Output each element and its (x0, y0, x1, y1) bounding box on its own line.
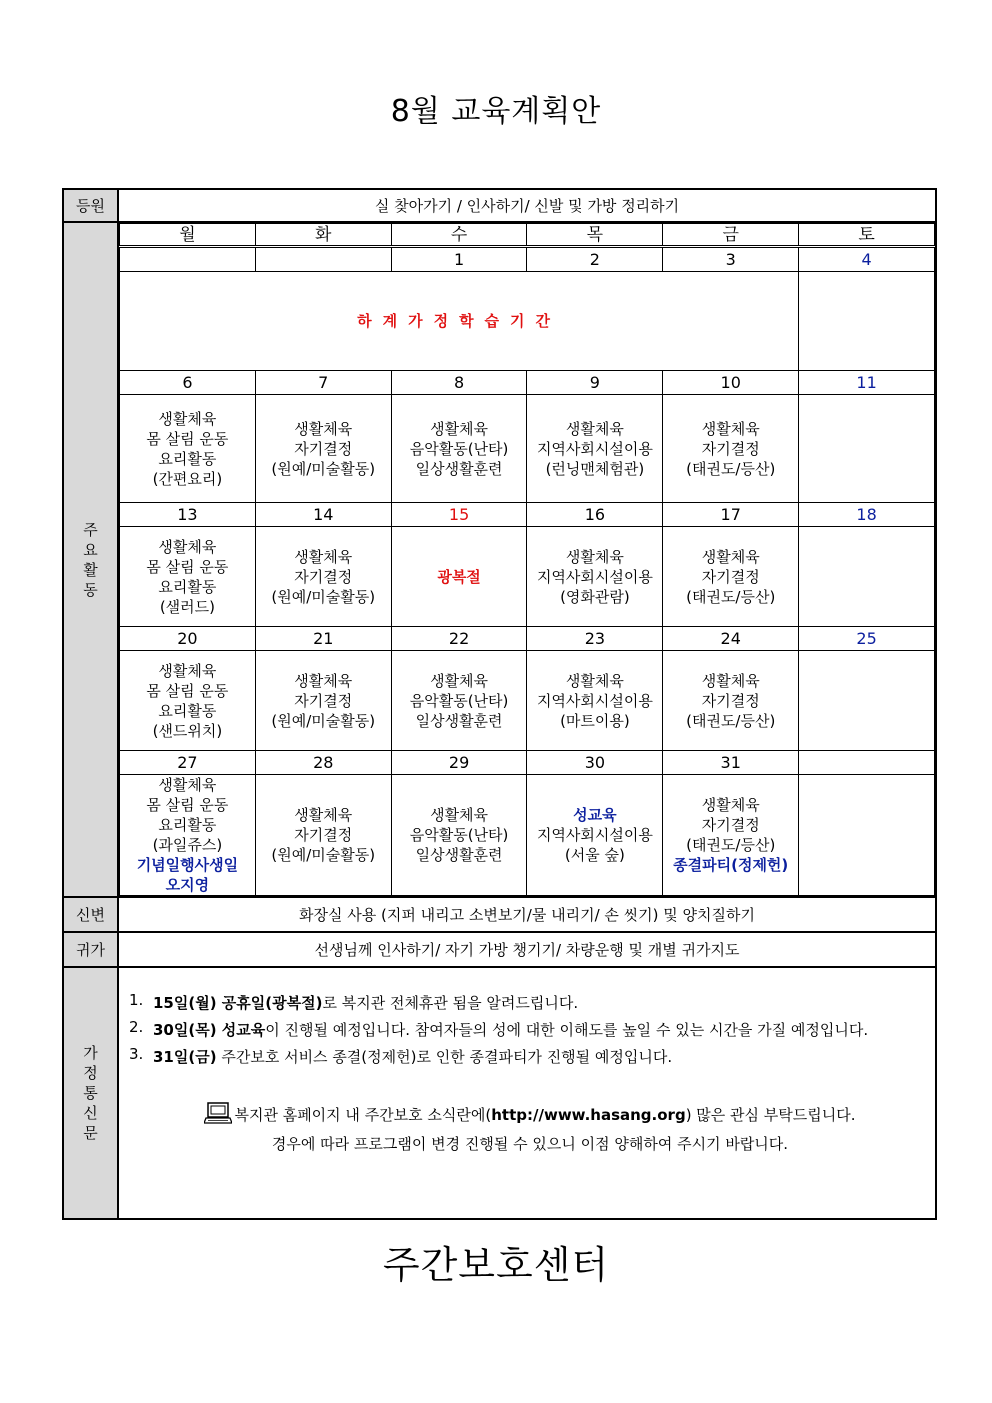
newsletter-item: 3. 31일(금) 주간보호 서비스 종결(정제헌)로 인한 종결파티가 진행될 예정입니다. (129, 1045, 673, 1066)
activity-cell: 생활체육 지역사회시설이용 (영화관람) (527, 527, 663, 627)
saturday-cell (799, 775, 935, 896)
summer-vacation-banner: 하계가정학습기간 (120, 272, 799, 371)
week3-activities (120, 527, 935, 627)
weekday-thu: 목 (527, 224, 663, 247)
home-label: 귀가 (63, 932, 118, 967)
date-cell: 24 (663, 627, 799, 651)
week2-activities (120, 395, 935, 503)
saturday-cell (799, 651, 935, 751)
week5-activities (120, 775, 935, 896)
education-plan-table (62, 188, 937, 1220)
activity-cell: 생활체육 자기결정 (원예/미술활동) (255, 527, 391, 627)
activity-cell: 생활체육 몸 살림 운동 요리활동 (간편요리) (120, 395, 256, 503)
closing-party-label: 종결파티(정제헌) (673, 856, 789, 874)
activity-cell: 생활체육 자기결정 (원예/미술활동) (255, 775, 391, 896)
center-name: 주간보호센터 (382, 1243, 610, 1287)
date-cell-saturday: 25 (799, 627, 935, 651)
week1-activities (120, 272, 935, 371)
calendar (119, 223, 935, 896)
activity-cell: 생활체육 자기결정 (태권도/등산) (663, 395, 799, 503)
date-cell-saturday: 11 (799, 371, 935, 395)
date-cell: 21 (255, 627, 391, 651)
saturday-cell (799, 395, 935, 503)
week1-dates (120, 247, 935, 272)
date-cell: 1 (391, 247, 527, 272)
date-cell: 2 (527, 247, 663, 272)
date-cell: 28 (255, 751, 391, 775)
date-cell-saturday: 18 (799, 503, 935, 527)
activity-cell: 생활체육 자기결정 (태권도/등산) (663, 651, 799, 751)
arrival-label: 등원 (63, 189, 118, 222)
week2-dates (120, 371, 935, 395)
date-cell: 14 (255, 503, 391, 527)
homepage-link[interactable]: http://www.hasang.org (491, 1106, 686, 1124)
change-notice: 경우에 따라 프로그램이 변경 진행될 수 있으니 이점 양해하여 주시기 바랍니다. (271, 1135, 789, 1153)
date-cell: 6 (120, 371, 256, 395)
date-cell: 16 (527, 503, 663, 527)
homepage-notice: 복지관 홈페이지 내 주간보호 소식란에(http://www.hasang.org) 많은 관심 부탁드립니다. 경우에 따라 프로그램이 변경 진행될 수 있으니 이점 양해하여 주시기 바랍니다. (129, 1101, 931, 1159)
week3-dates (120, 503, 935, 527)
date-cell (120, 247, 256, 272)
newsletter-item: 1. 15일(월) 공휴일(광복절)로 복지관 전체휴관 됨을 알려드립니다. (129, 991, 579, 1012)
date-cell: 30 (527, 751, 663, 775)
activity-cell: 생활체육 자기결정 (태권도/등산) 종결파티(정제헌) (663, 775, 799, 896)
activity-cell: 생활체육 음악활동(난타) 일상생활훈련 (391, 651, 527, 751)
activity-cell: 생활체육 자기결정 (원예/미술활동) (255, 395, 391, 503)
date-cell: 22 (391, 627, 527, 651)
date-cell: 13 (120, 503, 256, 527)
date-cell-saturday (799, 751, 935, 775)
weekday-fri: 금 (663, 224, 799, 247)
date-cell: 3 (663, 247, 799, 272)
activity-cell: 생활체육 자기결정 (원예/미술활동) (255, 651, 391, 751)
birthday-person: 오지영 (165, 876, 210, 894)
saturday-cell (799, 527, 935, 627)
newsletter-label: 가 정 통 신 문 (63, 967, 118, 1219)
calendar-wrap (118, 222, 936, 897)
week5-dates (120, 751, 935, 775)
weekday-wed: 수 (391, 224, 527, 247)
week4-activities (120, 651, 935, 751)
date-cell-holiday: 15 (391, 503, 527, 527)
activity-cell: 생활체육 몸 살림 운동 요리활동 (과일쥬스) 기념일행사생일 오지영 (120, 775, 256, 896)
birthday-event-label: 기념일행사생일 (136, 856, 239, 874)
week4-dates (120, 627, 935, 651)
newsletter-content (118, 967, 936, 1219)
date-cell: 8 (391, 371, 527, 395)
date-cell: 31 (663, 751, 799, 775)
page-title: 8월 교육계획안 (390, 94, 602, 129)
date-cell: 20 (120, 627, 256, 651)
newsletter-list (129, 990, 931, 1071)
main-activity-label: 주 요 활 동 (63, 222, 118, 897)
holiday-cell (391, 527, 527, 627)
liberation-day-label: 광복절 (437, 567, 481, 586)
weekday-header (120, 224, 935, 247)
date-cell: 29 (391, 751, 527, 775)
date-cell-saturday: 4 (799, 247, 935, 272)
date-cell: 7 (255, 371, 391, 395)
activity-cell: 생활체육 몸 살림 운동 요리활동 (샐러드) (120, 527, 256, 627)
activity-cell: 생활체육 음악활동(난타) 일상생활훈련 (391, 775, 527, 896)
date-cell: 9 (527, 371, 663, 395)
saturday-cell (799, 272, 935, 371)
date-cell: 10 (663, 371, 799, 395)
weekday-sat: 토 (799, 224, 935, 247)
date-cell: 23 (527, 627, 663, 651)
date-cell (255, 247, 391, 272)
activity-cell: 생활체육 음악활동(난타) 일상생활훈련 (391, 395, 527, 503)
home-text: 선생님께 인사하기/ 자기 가방 챙기기/ 차량운행 및 개별 귀가지도 (118, 932, 936, 967)
weekday-mon: 월 (120, 224, 256, 247)
computer-icon (204, 1102, 232, 1124)
sex-education-label: 성교육 (573, 806, 617, 824)
activity-cell: 생활체육 지역사회시설이용 (마트이용) (527, 651, 663, 751)
activity-cell: 성교육 지역사회시설이용 (서울 숲) (527, 775, 663, 896)
date-cell: 27 (120, 751, 256, 775)
activity-cell: 생활체육 자기결정 (태권도/등산) (663, 527, 799, 627)
toilet-label: 신변 (63, 897, 118, 932)
activity-cell: 생활체육 지역사회시설이용 (런닝맨체험관) (527, 395, 663, 503)
activity-cell: 생활체육 몸 살림 운동 요리활동 (샌드위치) (120, 651, 256, 751)
toilet-text: 화장실 사용 (지퍼 내리고 소변보기/물 내리기/ 손 씻기) 및 양치질하기 (118, 897, 936, 932)
date-cell: 17 (663, 503, 799, 527)
weekday-tue: 화 (255, 224, 391, 247)
arrival-text: 실 찾아가기 / 인사하기/ 신발 및 가방 정리하기 (118, 189, 936, 222)
newsletter-item: 2. 30일(목) 성교육이 진행될 예정입니다. 참여자들의 성에 대한 이해도를 높일 수 있는 시간을 가질 예정입니다. (129, 1018, 869, 1039)
